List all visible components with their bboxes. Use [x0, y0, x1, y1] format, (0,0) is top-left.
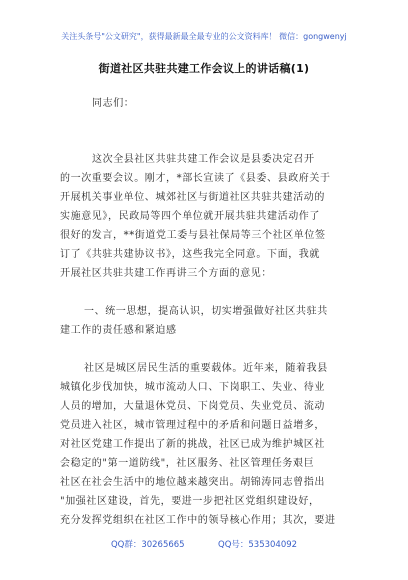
- qq-number-text: QQ号：535304092: [218, 540, 298, 550]
- paragraph-line: 这次全县社区共驻共建工作会议是县委决定召开: [92, 154, 315, 165]
- document-body: [0, 94, 408, 534]
- paragraph-line: 会稳定的"第一道防线"，社区服务、社区管理任务艰巨: [60, 458, 315, 469]
- document-title: 街道社区共驻共建工作会议上的讲话稿(1): [98, 62, 310, 75]
- paragraph-line: 的一次重要会议。刚才，*部长宣读了《县委、县政府关于: [60, 173, 331, 184]
- paragraph-line: 开展机关事业单位、城郊社区与街道社区共驻共建活动的: [60, 192, 325, 203]
- paragraph-line: 对社区党建工作提出了新的挑战，社区已成为维护城区社: [60, 439, 325, 450]
- paragraph-line: 很好的发言，**街道党工委与县社保局等三个社区单位签: [60, 230, 326, 241]
- paragraph-line: 社区在社会生活中的地位越来越突出。胡锦涛同志曾指出: [60, 477, 325, 488]
- promo-banner: 关注头条号"公文研究"，获得最新最全最专业的公文资料库！ 微信：gongwenyj: [61, 32, 347, 41]
- salutation-line: 同志们：: [92, 98, 135, 109]
- paragraph-line: 开展社区共驻共建工作再讲三个方面的意见：: [60, 268, 272, 279]
- paragraph-line: 人员的增加，大量退休党员、下岗党员、失业党员、流动: [60, 401, 325, 412]
- paragraph-line: 社区是城区居民生活的重要载体。近年来，随着我县: [84, 363, 328, 374]
- paragraph-line: 城镇化步伐加快，城市流动人口、下岗职工、失业、待业: [60, 382, 325, 393]
- section-heading-line: 一、统一思想，提高认识，切实增强做好社区共驻共: [84, 306, 328, 317]
- paragraph-line: 订了《共驻共建协议书》，这些我完全同意。下面，我就: [60, 249, 320, 260]
- paragraph-line: 实施意见》，民政局等四个单位就开展共驻共建活动作了: [60, 211, 320, 222]
- section-heading-line: 建工作的责任感和紧迫感: [60, 325, 177, 336]
- footer-contact: [0, 538, 408, 550]
- qq-group-text: QQ群：30265665: [110, 540, 185, 550]
- paragraph-line: 充分发挥党组织在社区工作中的领导核心作用；其次，要进: [60, 515, 336, 526]
- paragraph-line: "加强社区建设，首先，要进一步把社区党组织建设好，: [60, 496, 320, 507]
- paragraph-line: 党员进入社区，城市管理过程中的矛盾和问题日益增多，: [60, 420, 325, 431]
